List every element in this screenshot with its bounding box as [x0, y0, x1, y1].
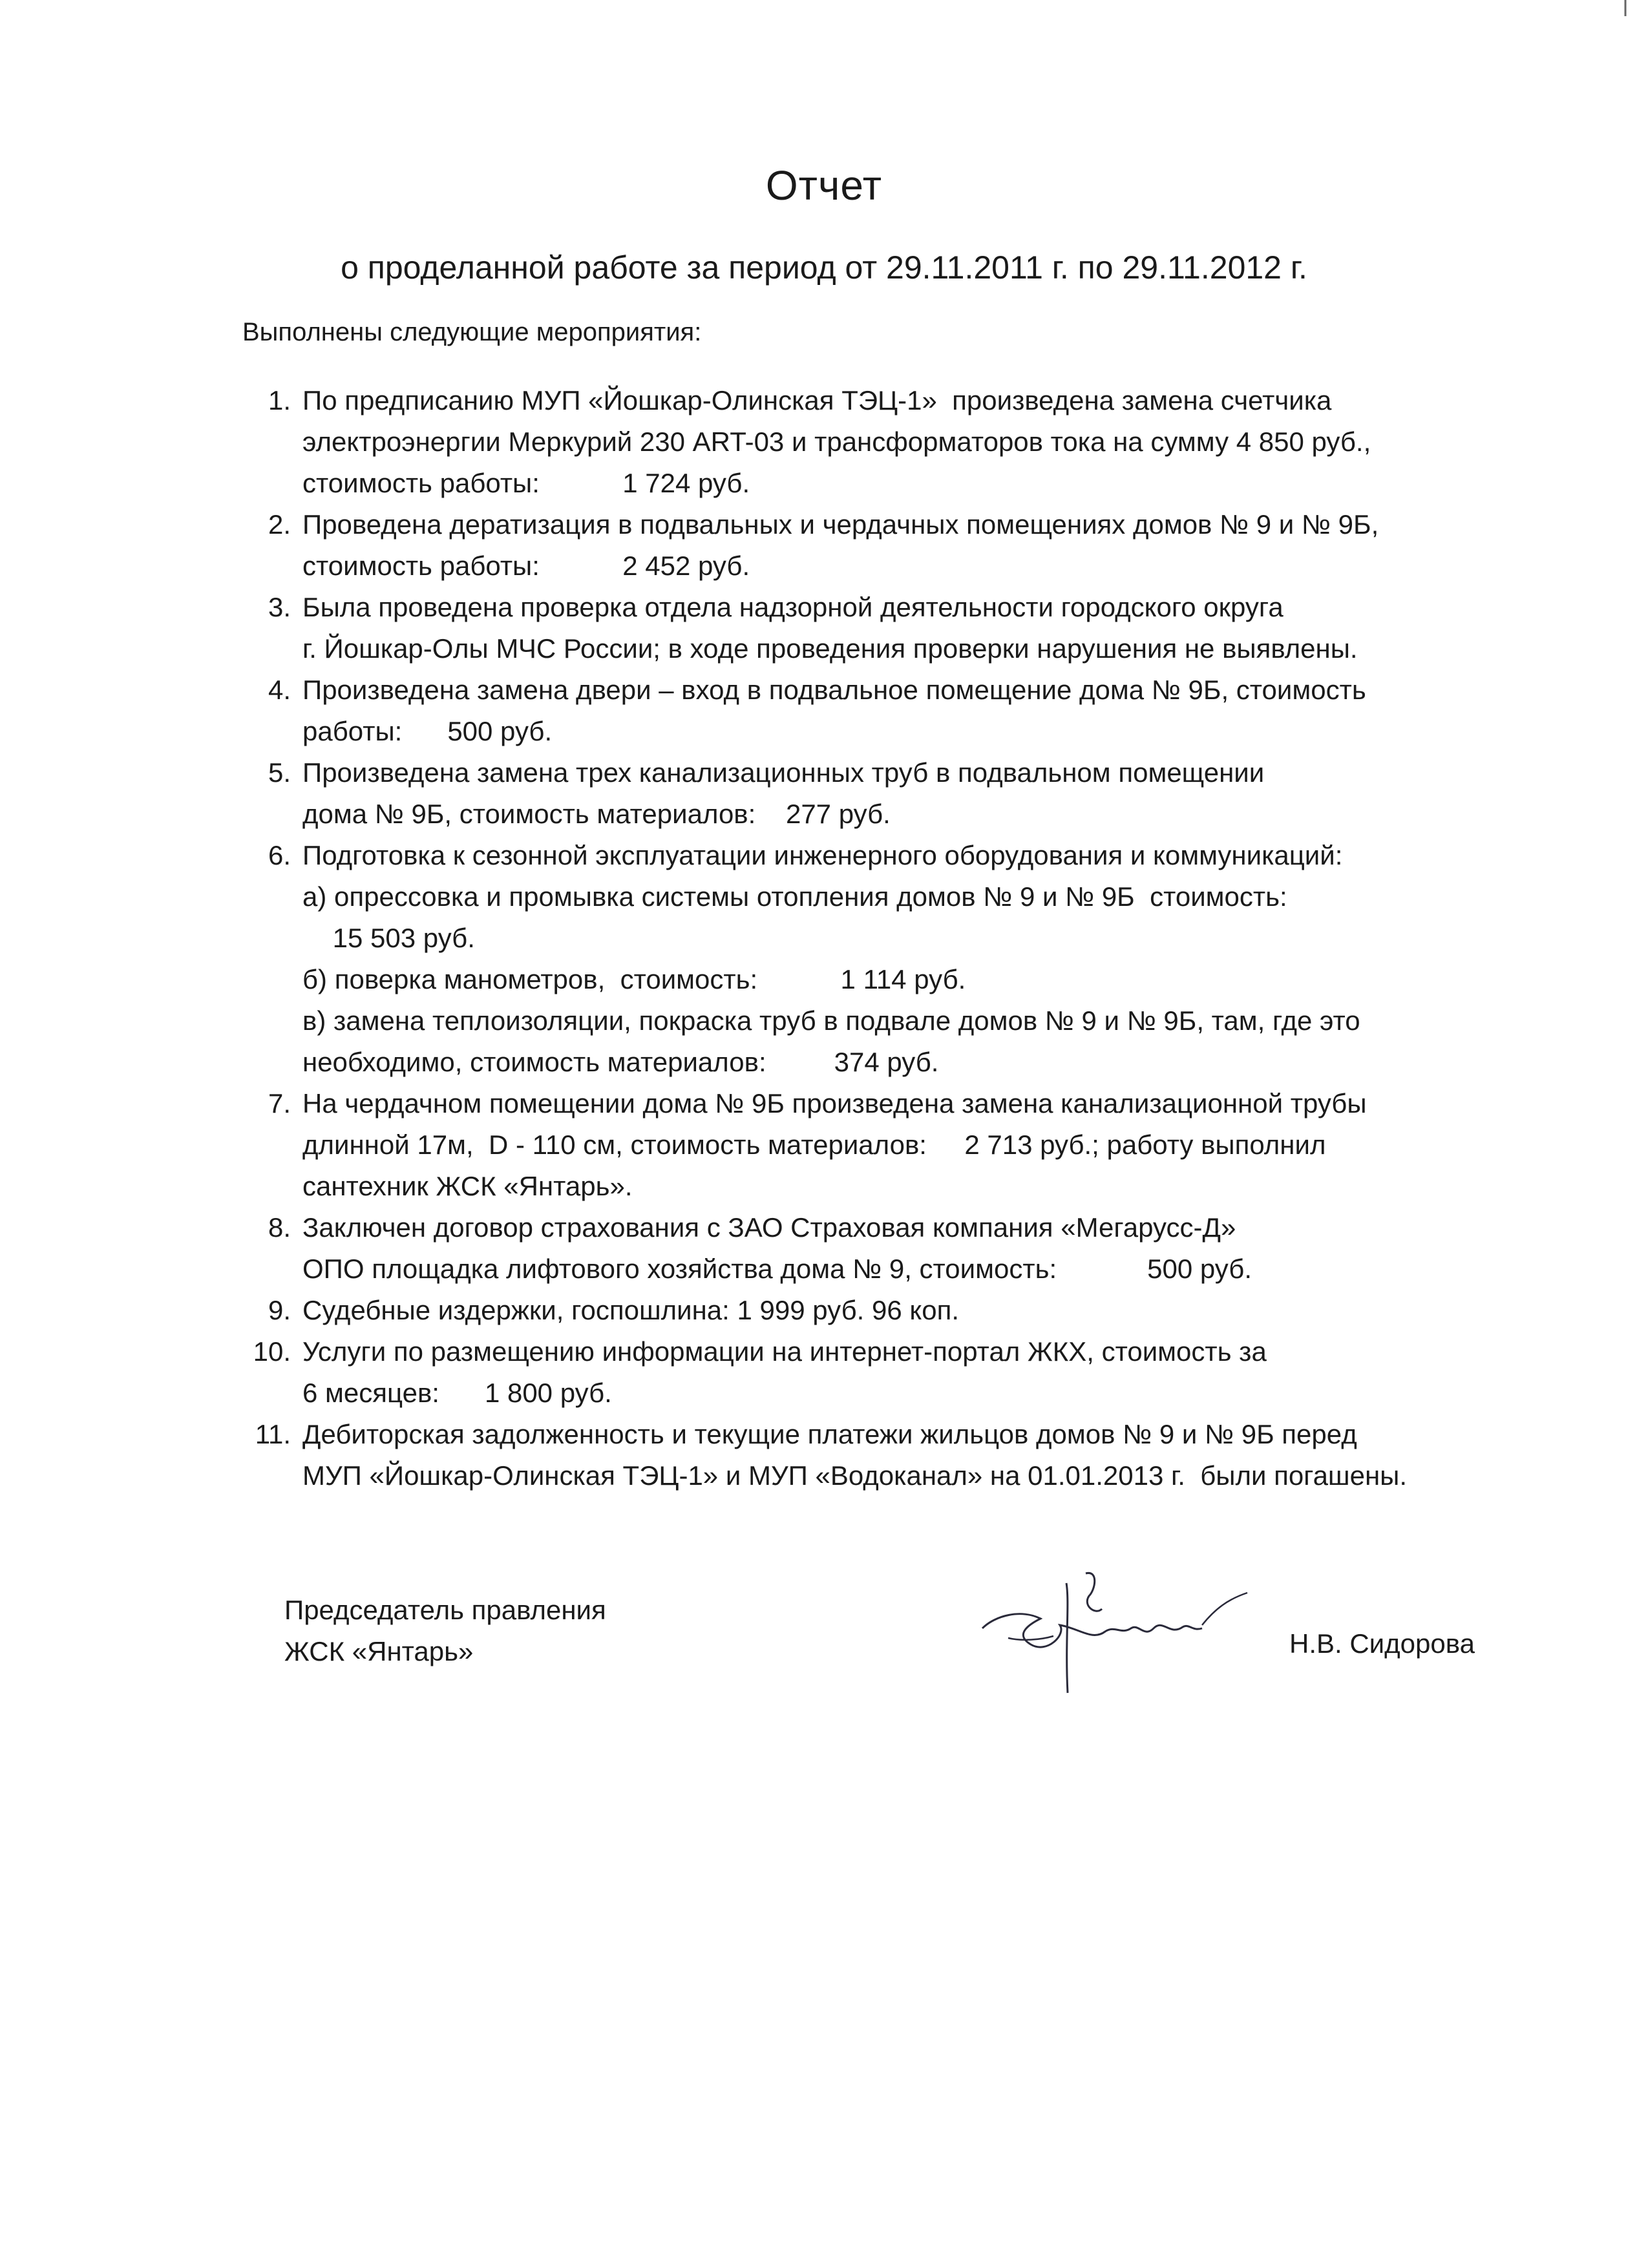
list-item: [242, 835, 1496, 1083]
list-item-number: 10.: [253, 1336, 291, 1367]
list-item: [242, 504, 1496, 587]
list-item-line: сантехник ЖСК «Янтарь».: [302, 1171, 633, 1201]
list-item-text: [302, 752, 1496, 835]
list-item-text: [302, 504, 1496, 587]
list-item: [242, 669, 1496, 752]
intro-text: Выполнены следующие мероприятия:: [242, 318, 702, 346]
list-item-number: 3.: [268, 592, 291, 622]
list-item-line: На чердачном помещении дома № 9Б произведена замена канализационной трубы: [302, 1088, 1367, 1118]
list-item: [242, 1290, 1496, 1331]
list-item-line: стоимость работы: 1 724 руб.: [302, 468, 750, 498]
list-item-text: [302, 380, 1496, 504]
list-item-number: 9.: [268, 1295, 291, 1325]
list-item-number: 8.: [268, 1212, 291, 1243]
list-item-line: длинной 17м, D - 110 см, стоимость материалов: 2 713 руб.; работу выполнил: [302, 1129, 1326, 1160]
handwritten-signature: [969, 1564, 1254, 1706]
list-item: [242, 1331, 1496, 1414]
list-item-line: дома № 9Б, стоимость материалов: 277 руб.: [302, 799, 891, 829]
activities-list: [242, 380, 1496, 1496]
list-item-line: МУП «Йошкар-Олинская ТЭЦ-1» и МУП «Водоканал» на 01.01.2013 г. были погашены.: [302, 1460, 1408, 1491]
list-item: [242, 752, 1496, 835]
list-item-line: б) поверка манометров, стоимость: 1 114 руб.: [302, 964, 966, 994]
scan-mark: [1619, 0, 1632, 26]
list-item-text: [302, 1207, 1496, 1290]
signer-name: Н.В. Сидорова: [1289, 1628, 1475, 1659]
list-item: [242, 1414, 1496, 1496]
signer-position-line2: ЖСК «Янтарь»: [284, 1636, 474, 1666]
list-item-line: а) опрессовка и промывка системы отопления домов № 9 и № 9Б стоимость:: [302, 881, 1287, 912]
list-item: [242, 1083, 1496, 1207]
document-title: Отчет: [765, 162, 883, 209]
list-item-line: 15 503 руб.: [302, 923, 475, 953]
list-item: [242, 380, 1496, 504]
list-item-line: Заключен договор страхования с ЗАО Страховая компания «Мегарусс-Д»: [302, 1212, 1236, 1243]
list-item: [242, 587, 1496, 669]
list-item-line: ОПО площадка лифтового хозяйства дома № 9, стоимость: 500 руб.: [302, 1254, 1252, 1284]
list-item: [242, 1207, 1496, 1290]
signer-position: [284, 1590, 606, 1672]
list-item-line: По предписанию МУП «Йошкар-Олинская ТЭЦ-1» произведена замена счетчика: [302, 385, 1332, 415]
list-item-line: стоимость работы: 2 452 руб.: [302, 551, 750, 581]
list-item-text: [302, 835, 1496, 1083]
list-item-line: работы: 500 руб.: [302, 716, 553, 746]
list-item-text: [302, 1083, 1496, 1207]
list-item-line: Дебиторская задолженность и текущие платежи жильцов домов № 9 и № 9Б перед: [302, 1419, 1357, 1449]
list-item-line: г. Йошкар-Олы МЧС России; в ходе проведения проверки нарушения не выявлены.: [302, 633, 1358, 664]
list-item-number: 6.: [268, 840, 291, 870]
list-item-line: Подготовка к сезонной эксплуатации инженерного оборудования и коммуникаций:: [302, 840, 1343, 870]
list-item-text: [302, 1331, 1496, 1414]
list-item-number: 11.: [255, 1419, 291, 1449]
list-item-number: 1.: [268, 385, 291, 415]
list-item-line: Произведена замена двери – вход в подвальное помещение дома № 9Б, стоимость: [302, 675, 1366, 705]
list-item-line: Проведена дератизация в подвальных и чердачных помещениях домов № 9 и № 9Б,: [302, 509, 1379, 540]
list-item-number: 4.: [268, 675, 291, 705]
list-item-text: [302, 1414, 1496, 1496]
document-subtitle: о проделанной работе за период от 29.11.2011 г. по 29.11.2012 г.: [341, 249, 1307, 286]
list-item-text: [302, 669, 1496, 752]
list-item-line: Произведена замена трех канализационных труб в подвальном помещении: [302, 757, 1265, 788]
signer-position-line1: Председатель правления: [284, 1595, 606, 1625]
list-item-line: 6 месяцев: 1 800 руб.: [302, 1378, 612, 1408]
list-item-text: [302, 587, 1496, 669]
list-item-number: 7.: [268, 1088, 291, 1118]
list-item-line: электроэнергии Меркурий 230 ART-03 и трансформаторов тока на сумму 4 850 руб.,: [302, 426, 1371, 457]
list-item-number: 5.: [268, 757, 291, 788]
list-item-line: Услуги по размещению информации на интернет-портал ЖКХ, стоимость за: [302, 1336, 1267, 1367]
list-item-line: в) замена теплоизоляции, покраска труб в подвале домов № 9 и № 9Б, там, где это: [302, 1005, 1360, 1036]
list-item-text: [302, 1290, 1496, 1331]
list-item-line: Была проведена проверка отдела надзорной деятельности городского округа: [302, 592, 1284, 622]
list-item-line: Судебные издержки, госпошлина: 1 999 руб. 96 коп.: [302, 1295, 960, 1325]
list-item-number: 2.: [268, 509, 291, 540]
list-item-line: необходимо, стоимость материалов: 374 руб.: [302, 1047, 939, 1077]
